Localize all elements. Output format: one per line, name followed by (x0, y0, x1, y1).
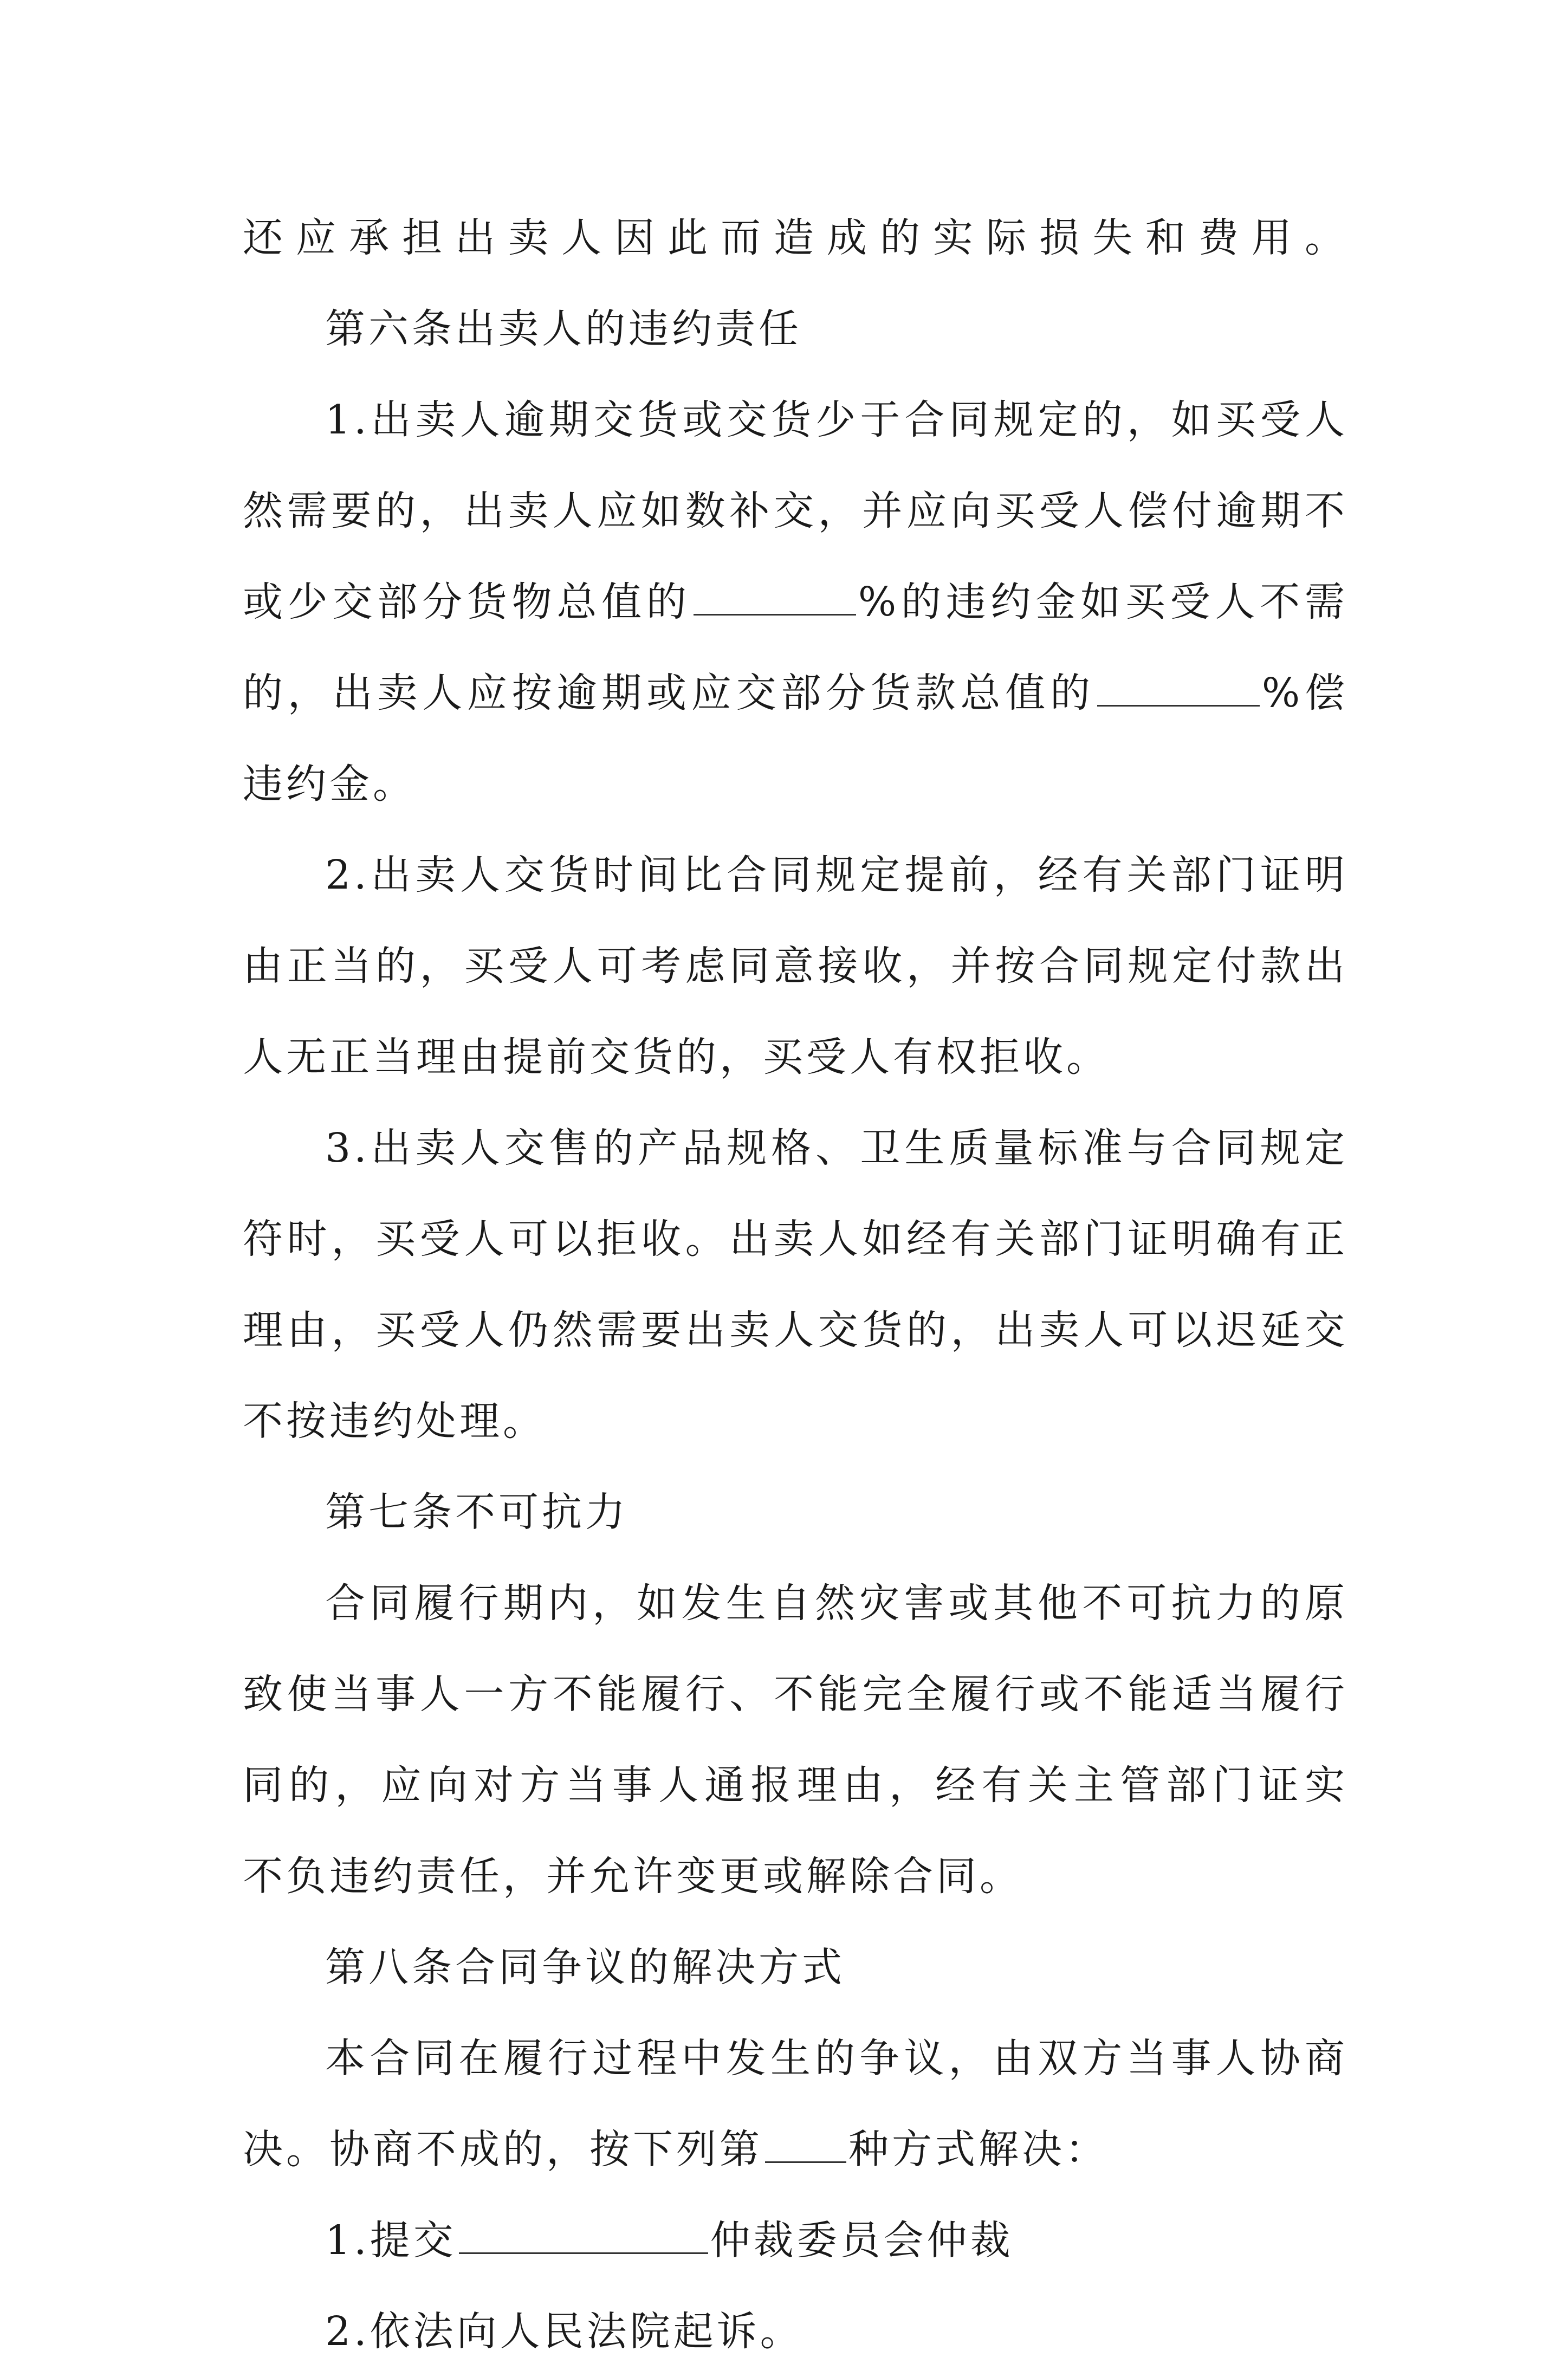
text-segment: 或少交部分货物总值的 (243, 579, 691, 625)
text-segment: %偿 (1261, 670, 1348, 716)
text-line: 不按违约处理。 (243, 1398, 546, 1445)
text-line: 2.出卖人交货时间比合同规定提前，经有关部门证明 (325, 852, 1348, 898)
fill-in-blank (459, 2220, 708, 2254)
fill-in-blank (694, 581, 856, 616)
text-line: 3.出卖人交售的产品规格、卫生质量标准与合同规定 (325, 1125, 1348, 1171)
text-segment: 决。协商不成的，按下列第 (243, 2126, 763, 2173)
fill-in-blank (765, 2129, 846, 2163)
text-segment: 种方式解决： (848, 2126, 1109, 2173)
text-line: 不负违约责任，并允许变更或解除合同。 (243, 1853, 1023, 1900)
text-line: 理由，买受人仍然需要出卖人交货的，出卖人可以迟延交 (243, 1307, 1348, 1353)
text-segment: 的，出卖人应按逾期或应交部分货款总值的 (243, 670, 1095, 716)
text-line (243, 2195, 1348, 2286)
section-heading: 第七条不可抗力 (325, 1489, 629, 1536)
text-line: 同的，应向对方当事人通报理由，经有关主管部门证实 (243, 1762, 1348, 1809)
document-body (243, 192, 1348, 2377)
text-line: 本合同在履行过程中发生的争议，由双方当事人协商 (325, 2035, 1348, 2082)
section-heading: 第八条合同争议的解决方式 (325, 1944, 845, 1991)
text-line: 还应承担出卖人因此而造成的实际损失和费用。 (243, 215, 1348, 261)
text-line: 违约金。 (243, 761, 416, 807)
text-line: 人无正当理由提前交货的，买受人有权拒收。 (243, 1034, 1110, 1080)
text-line (243, 2104, 1348, 2195)
text-segment: 1.提交 (325, 2217, 457, 2264)
text-segment: %的违约金如买受人不需 (858, 579, 1348, 625)
text-line (243, 556, 1348, 647)
text-segment: 仲裁委员会仲裁 (710, 2217, 1014, 2264)
text-line: 然需要的，出卖人应如数补交，并应向买受人偿付逾期不 (243, 488, 1348, 534)
text-line (243, 647, 1348, 739)
text-line: 1.出卖人逾期交货或交货少于合同规定的，如买受人 (325, 397, 1348, 443)
text-line: 致使当事人一方不能履行、不能完全履行或不能适当履行 (243, 1671, 1348, 1718)
text-line: 符时，买受人可以拒收。出卖人如经有关部门证明确有正 (243, 1216, 1348, 1262)
section-heading: 第六条出卖人的违约责任 (325, 306, 802, 352)
text-line: 合同履行期内，如发生自然灾害或其他不可抗力的原 (325, 1580, 1348, 1627)
text-line: 由正当的，买受人可考虑同意接收，并按合同规定付款出 (243, 943, 1348, 989)
text-line: 2.依法向人民法院起诉。 (325, 2308, 804, 2355)
fill-in-blank (1097, 672, 1260, 707)
